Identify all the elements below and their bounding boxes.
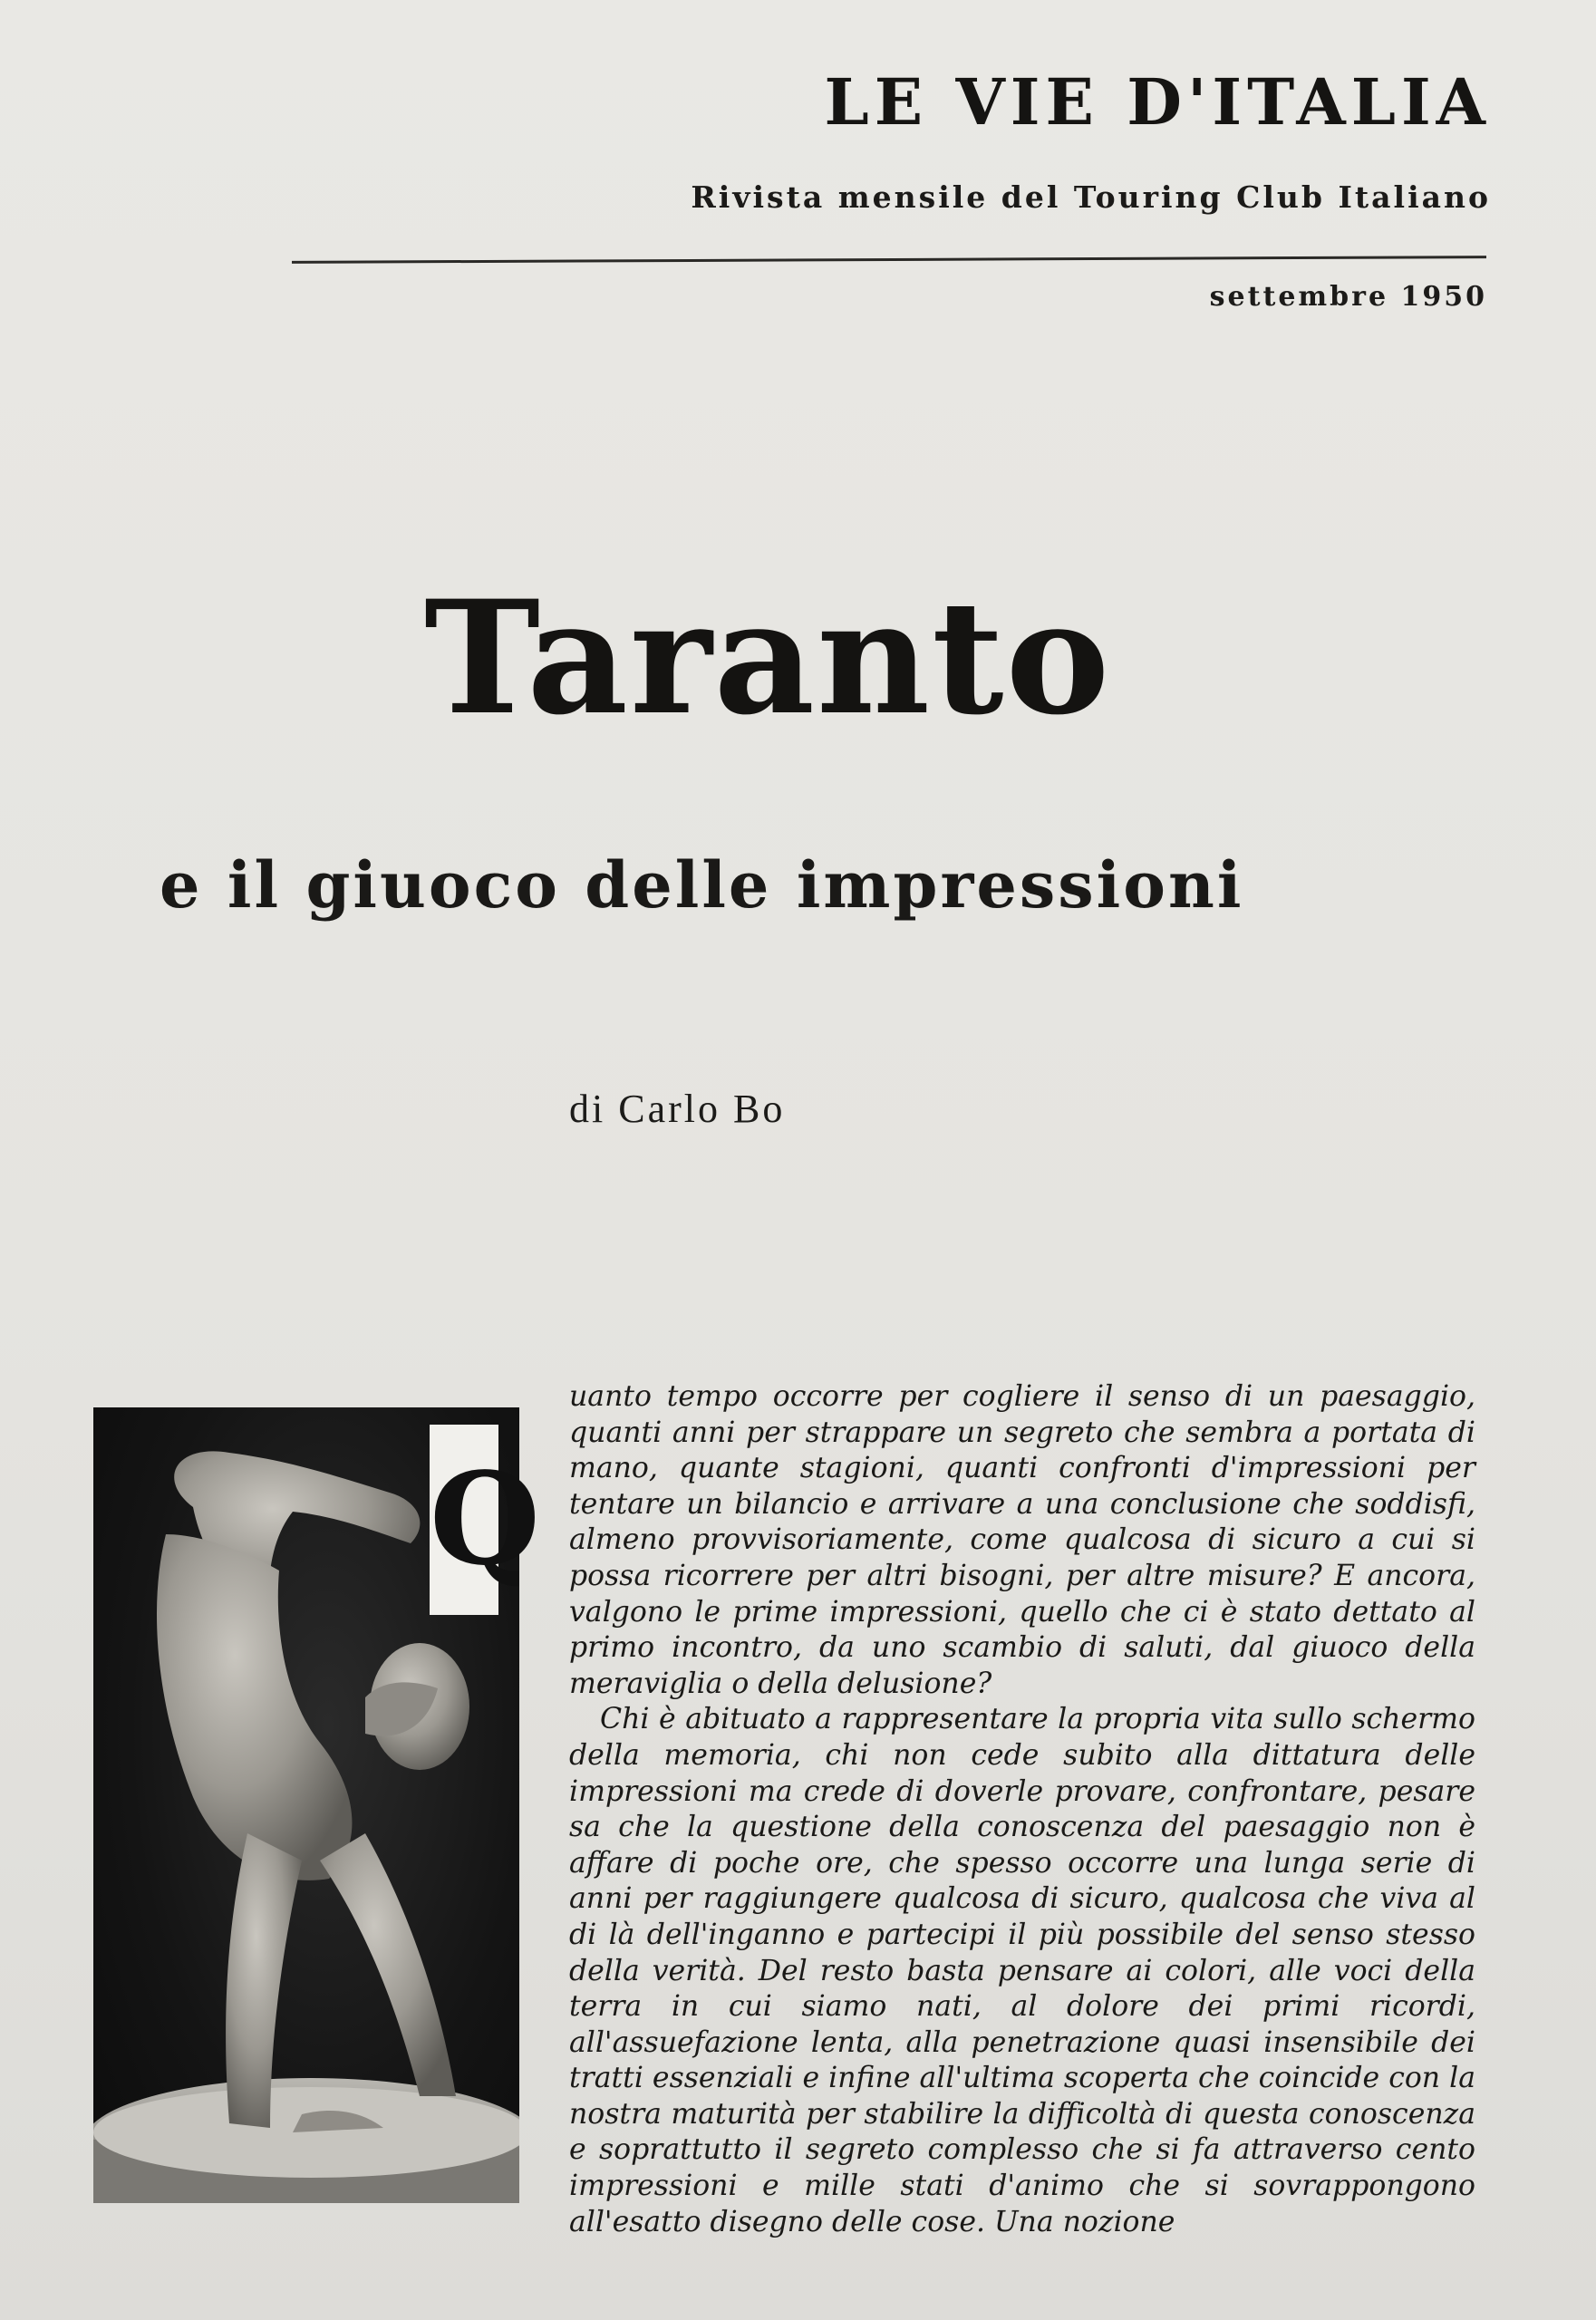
article-title: Taranto (424, 566, 1112, 749)
issue-date: settembre 1950 (1209, 281, 1487, 313)
drop-cap: Q (430, 1425, 498, 1615)
paragraph-2: Chi è abituato a rappresentare la propria vita sullo schermo della memoria, chi non cede subito alla dittatura delle impressioni ma crede di doverle provare, confrontare, pesare sa che la questione della conoscenza del paesaggio non è affare di poche ore, che spesso occorre una lunga serie di anni per raggiungere qualcosa di sicuro, qualcosa che viva al di là dell'inganno e partecipi il più possibile del senso stesso della verità. Del resto basta pensare ai colori, alle voci della terra in cui siamo nati, al dolore dei primi ricordi, all'assuefazione lenta, alla penetrazione quasi insensibile dei tratti essenziali e infine all'ultima scoperta che coincide con la nostra maturità per stabilire la difficoltà di questa conoscenza e soprattutto il segreto complesso che si fa attraverso cento impressioni e mille stati d'animo che si sovrappongono all'esatto disegno delle cose. Una nozione (569, 1703, 1475, 2238)
article-subtitle: e il giuoco delle impressioni (160, 847, 1244, 923)
article-body (569, 1379, 1475, 2240)
paragraph-1: uanto tempo occorre per cogliere il senso di un paesaggio, quanti anni per strappare un segreto che sembra a portata di mano, quante stagioni, quanti confronti d'impressioni per tentare un bilancio e arrivare a una conclusione che soddisfi, almeno provvisoriamente, come qualcosa di sicuro a cui si possa ricorrere per altri bisogni, per altre misure? E ancora, valgono le prime impressioni, quello che ci è stato dettato al primo incontro, da uno scambio di saluti, dal giuoco della meraviglia o della delusione? (569, 1380, 1475, 1700)
masthead-subtitle: Rivista mensile del Touring Club Italiano (691, 179, 1491, 215)
masthead-divider (292, 256, 1486, 264)
article-byline: di Carlo Bo (569, 1087, 786, 1131)
masthead-title: LE VIE D'ITALIA (824, 64, 1491, 140)
